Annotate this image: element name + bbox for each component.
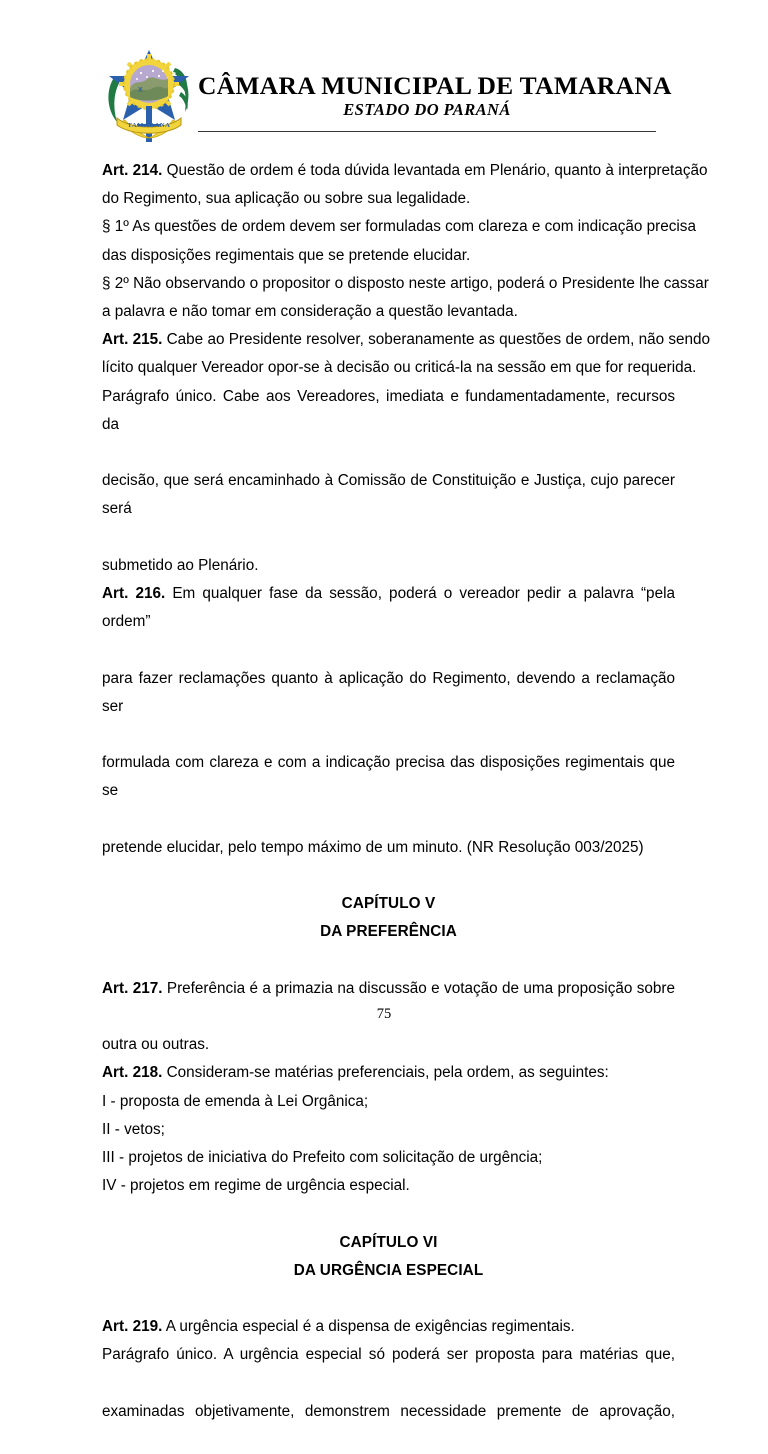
art-216-line-2 bbox=[102, 665, 675, 750]
art-215-line-1 bbox=[102, 326, 711, 354]
art-219-line-1-text: A urgência especial é a dispensa de exigências regimentais. bbox=[162, 1318, 575, 1336]
art-216-label: Art. 216. bbox=[102, 585, 166, 603]
spacer-after-capitulo-vi bbox=[102, 1285, 675, 1313]
art-218-label: Art. 218. bbox=[102, 1064, 163, 1082]
art-215-line-1-text: Cabe ao Presidente resolver, soberanamente as questões de ordem, não sendo bbox=[162, 331, 711, 349]
capitulo-v-heading bbox=[102, 890, 675, 946]
par-unico-215-line-2-text: decisão, que será encaminhado à Comissão de Constituição e Justiça, cujo parecer será bbox=[102, 472, 675, 518]
capitulo-v-title: DA PREFERÊNCIA bbox=[320, 923, 457, 941]
page-number: 75 bbox=[376, 1006, 392, 1022]
list-item-ii: II - vetos; bbox=[102, 1120, 165, 1138]
art-219-line-1 bbox=[102, 1313, 675, 1341]
par-unico-219-line-2-text: examinadas objetivamente, demonstrem necessidade premente de aprovação, bbox=[102, 1402, 675, 1420]
par-1-line-2: das disposições regimentais que se pretende elucidar. bbox=[102, 246, 471, 264]
art-218-line-1 bbox=[102, 1059, 675, 1087]
art-218-line-1-text: Consideram-se matérias preferenciais, pela ordem, as seguintes: bbox=[162, 1064, 609, 1082]
spacer-after-capitulo-v bbox=[102, 947, 675, 975]
par-unico-219-line-2 bbox=[102, 1398, 675, 1454]
art-216-line-3 bbox=[102, 749, 675, 834]
par-1-line-1: § 1º As questões de ordem devem ser formuladas com clareza e com indicação precisa bbox=[102, 218, 696, 236]
par-2-line-1: § 2º Não observando o propositor o disposto neste artigo, poderá o Presidente lhe cassar bbox=[102, 274, 709, 292]
art-216-line-3-text: formulada com clareza e com a indicação precisa das disposições regimentais que se bbox=[102, 754, 675, 800]
spacer-before-capitulo-v bbox=[102, 862, 675, 890]
art-216-line-1-text: Em qualquer fase da sessão, poderá o vereador pedir a palavra “pela ordem” bbox=[102, 585, 675, 631]
art-216-line-1 bbox=[102, 580, 675, 665]
capitulo-v-number: CAPÍTULO V bbox=[341, 895, 436, 913]
list-item-iv: IV - projetos em regime de urgência especial. bbox=[102, 1177, 410, 1195]
list-item-iii: III - projetos de iniciativa do Prefeito com solicitação de urgência; bbox=[102, 1149, 543, 1167]
spacer-before-capitulo-vi bbox=[102, 1200, 675, 1228]
par-unico-215-line-1-text: Parágrafo único. Cabe aos Vereadores, imediata e fundamentadamente, recursos da bbox=[102, 387, 675, 433]
art-217-line-1-text: Preferência é a primazia na discussão e votação de uma proposição sobre bbox=[162, 979, 675, 997]
art-214-line-1 bbox=[102, 157, 708, 185]
par-unico-219-line-1-text: Parágrafo único. A urgência especial só poderá ser proposta para matérias que, bbox=[102, 1346, 675, 1364]
art-217-line-2: outra ou outras. bbox=[102, 1036, 210, 1054]
document-body bbox=[102, 157, 711, 1454]
capitulo-vi-heading bbox=[102, 1229, 675, 1285]
svg-text:TAMARANA: TAMARANA bbox=[127, 122, 171, 129]
art-214-line-1-text: Questão de ordem é toda dúvida levantada em Plenário, quanto à interpretação bbox=[162, 162, 708, 179]
art-215-line-2: lícito qualquer Vereador opor-se à decisão ou criticá-la na sessão em que for requerida. bbox=[102, 359, 697, 377]
par-2-line-2: a palavra e não tomar em consideração a questão levantada. bbox=[102, 303, 518, 321]
list-item-i: I - proposta de emenda à Lei Orgânica; bbox=[102, 1092, 369, 1110]
coat-of-arms-icon bbox=[101, 46, 197, 146]
art-216-line-4: pretende elucidar, pelo tempo máximo de um minuto. (NR Resolução 003/2025) bbox=[102, 838, 644, 856]
capitulo-vi-title: DA URGÊNCIA ESPECIAL bbox=[293, 1261, 484, 1279]
art-217-label: Art. 217. bbox=[102, 979, 163, 997]
art-214-line-2: do Regimento, sua aplicação ou sobre sua legalidade. bbox=[102, 190, 471, 208]
art-216-line-2-text: para fazer reclamações quanto à aplicação do Regimento, devendo a reclamação ser bbox=[102, 669, 675, 715]
header-divider bbox=[198, 131, 656, 132]
par-unico-215-line-1 bbox=[102, 383, 675, 468]
document-header bbox=[0, 44, 768, 148]
svg-text:X: X bbox=[138, 87, 143, 94]
par-unico-215-line-2 bbox=[102, 467, 675, 552]
par-unico-219-line-1 bbox=[102, 1341, 675, 1397]
art-214-label: Art. 214. bbox=[102, 162, 163, 179]
capitulo-vi-number: CAPÍTULO VI bbox=[339, 1233, 438, 1251]
par-unico-215-line-3: submetido ao Plenário. bbox=[102, 556, 259, 574]
art-219-label: Art. 219. bbox=[102, 1318, 163, 1336]
art-215-label: Art. 215. bbox=[102, 331, 163, 349]
header-titles bbox=[198, 71, 672, 120]
state-subtitle: ESTADO DO PARANÁ bbox=[343, 100, 511, 120]
organization-title: CÂMARA MUNICIPAL DE TAMARANA bbox=[198, 71, 672, 100]
